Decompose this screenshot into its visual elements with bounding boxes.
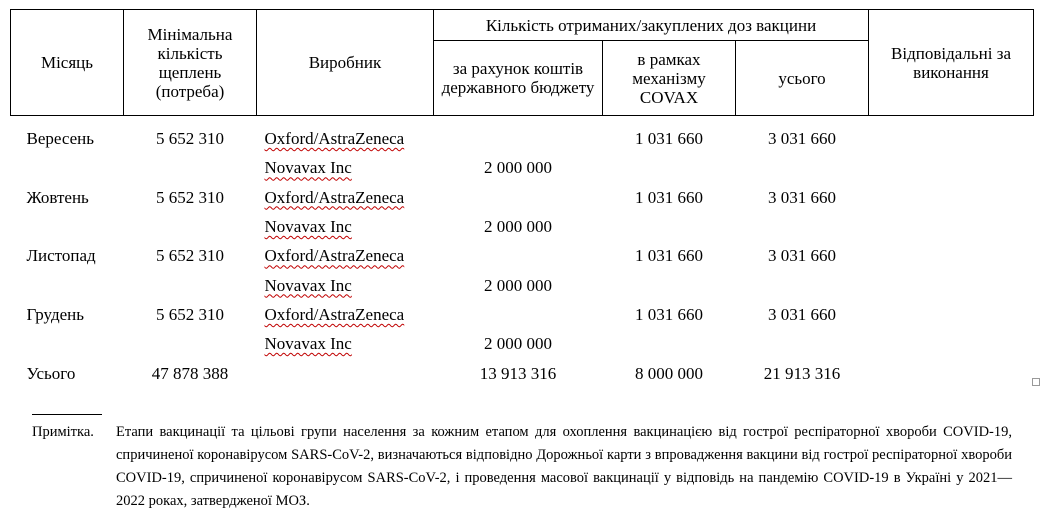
- table-row: [11, 183, 1034, 212]
- min-count-cell: 5 652 310: [156, 129, 224, 149]
- min-count-cell: 5 652 310: [156, 304, 224, 324]
- month-cell: Жовтень: [26, 187, 89, 207]
- month-cell: Грудень: [26, 304, 85, 324]
- manufacturer-cell: Oxford/AstraZeneca: [264, 304, 405, 324]
- total-cell: 3 031 660: [768, 129, 836, 149]
- table-row: [11, 153, 1034, 182]
- budget-cell: [434, 183, 603, 212]
- paragraph-marker: [1032, 378, 1040, 386]
- total-cell: [736, 270, 869, 299]
- table-row: [11, 124, 1034, 153]
- total-cell: [736, 153, 869, 182]
- manufacturer-cell: Oxford/AstraZeneca: [264, 129, 405, 149]
- min-count-cell: [124, 329, 257, 358]
- responsible-cell: [869, 241, 1034, 270]
- manufacturer-cell: Novavax Inc: [264, 217, 352, 237]
- covax-cell: 1 031 660: [635, 129, 703, 149]
- manufacturer-cell: Oxford/AstraZeneca: [264, 187, 405, 207]
- budget-cell: 2 000 000: [484, 217, 552, 237]
- header-doses-group: Кількість отриманих/закуплених доз вакцини: [434, 10, 869, 41]
- manufacturer-cell: Oxford/AstraZeneca: [264, 246, 405, 266]
- covax-cell: [603, 212, 736, 241]
- month-cell: [11, 153, 124, 182]
- covax-cell: [603, 329, 736, 358]
- footnote-label: Примітка.: [32, 424, 94, 440]
- header-responsible: Відповідальні за виконання: [869, 10, 1034, 116]
- month-cell: Вересень: [26, 129, 95, 149]
- totals-total: 21 913 316: [763, 363, 841, 383]
- manufacturer-cell: Novavax Inc: [264, 158, 352, 178]
- covax-cell: [603, 270, 736, 299]
- budget-cell: [434, 300, 603, 329]
- min-count-cell: 5 652 310: [156, 246, 224, 266]
- totals-responsible: [869, 358, 1034, 387]
- header-month: Місяць: [11, 10, 124, 116]
- covax-cell: 1 031 660: [635, 246, 703, 266]
- total-cell: [736, 212, 869, 241]
- footnote-text: Етапи вакцинації та цільові групи населення за кожним етапом для охоплення вакцинацією від гострої респіраторної хвороби COVID-19, спричиненої коронавірусом SARS-CoV-2, визначаються відповідно Дорожньої карти з впровадження вакцини від гострої респіраторної хвороби COVID-19, спричиненої коронавірусом SARS-CoV-2, і проведення масової вакцинації у відповідь на пандемію COVID-19 в Україні у 2021—2022 роках, затвердженої МОЗ.: [116, 424, 1012, 509]
- budget-cell: 2 000 000: [484, 275, 552, 295]
- totals-budget: 13 913 316: [479, 363, 557, 383]
- min-count-cell: [124, 270, 257, 299]
- table-row: [11, 270, 1034, 299]
- manufacturer-cell: Novavax Inc: [264, 275, 352, 295]
- totals-row: [11, 358, 1034, 387]
- budget-cell: [434, 124, 603, 153]
- responsible-cell: [869, 270, 1034, 299]
- min-count-cell: [124, 153, 257, 182]
- covax-cell: [603, 153, 736, 182]
- footnote-separator: [32, 414, 102, 415]
- budget-cell: [434, 241, 603, 270]
- covax-cell: 1 031 660: [635, 304, 703, 324]
- month-cell: [11, 270, 124, 299]
- min-count-cell: 5 652 310: [156, 187, 224, 207]
- header-covax: в рамках механізму COVAX: [603, 41, 736, 116]
- totals-manufacturer: [257, 358, 434, 387]
- header-min-count: Мінімальна кількість щеплень (потреба): [124, 10, 257, 116]
- responsible-cell: [869, 329, 1034, 358]
- table-row: [11, 241, 1034, 270]
- totals-covax: 8 000 000: [635, 363, 703, 383]
- vaccine-doses-table: [10, 9, 1034, 388]
- budget-cell: 2 000 000: [484, 334, 552, 354]
- table-row: [11, 300, 1034, 329]
- footnote: [32, 421, 1012, 513]
- budget-cell: 2 000 000: [484, 158, 552, 178]
- total-cell: 3 031 660: [768, 304, 836, 324]
- responsible-cell: [869, 124, 1034, 153]
- covax-cell: 1 031 660: [635, 187, 703, 207]
- header-total: усього: [736, 41, 869, 116]
- month-cell: [11, 329, 124, 358]
- responsible-cell: [869, 183, 1034, 212]
- header-state-budget: за рахунок коштів державного бюджету: [434, 41, 603, 116]
- manufacturer-cell: Novavax Inc: [264, 334, 352, 354]
- month-cell: Листопад: [26, 246, 96, 266]
- header-manufacturer: Виробник: [257, 10, 434, 116]
- min-count-cell: [124, 212, 257, 241]
- responsible-cell: [869, 212, 1034, 241]
- month-cell: [11, 212, 124, 241]
- responsible-cell: [869, 153, 1034, 182]
- table-row: [11, 329, 1034, 358]
- responsible-cell: [869, 300, 1034, 329]
- table-row: [11, 212, 1034, 241]
- total-cell: 3 031 660: [768, 187, 836, 207]
- total-cell: 3 031 660: [768, 246, 836, 266]
- totals-min-count: 47 878 388: [151, 363, 229, 383]
- totals-label: Усього: [26, 363, 76, 383]
- total-cell: [736, 329, 869, 358]
